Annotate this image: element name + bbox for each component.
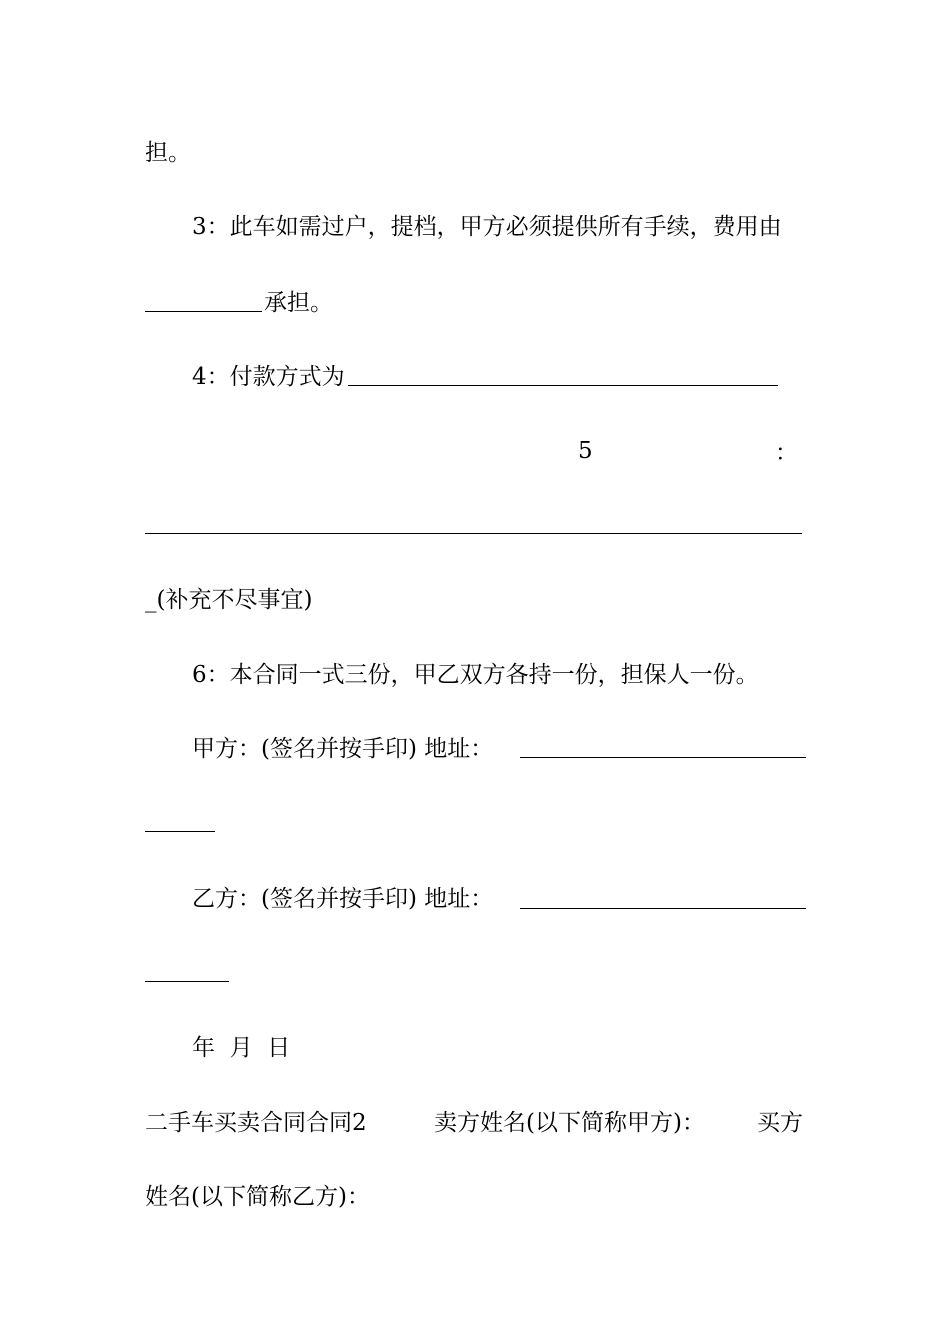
contract-2-title: 二手车买卖合同合同2 [145,1110,367,1136]
party-b-address-line [520,908,806,909]
clause-5-blank-line [145,533,802,534]
party-b-address-line-cont [145,981,229,982]
contract-2-buyer-label-start: 买方 [757,1110,803,1136]
clause-3-tail: 承担。 [264,290,333,316]
contract-2-buyer-label-end: 姓名(以下简称乙方)： [145,1184,370,1210]
contract-2-seller-label: 卖方姓名(以下简称甲方)： [434,1110,705,1136]
clause-2-tail: 担。 [145,140,191,166]
party-a-address-line [520,757,806,758]
clause-5-number: 5 [578,438,593,464]
party-b-text: 乙方：(签名并按手印) 地址： [192,886,494,912]
clause-3-blank-line [145,311,262,312]
clause-4-blank-line [348,385,778,386]
party-a-text: 甲方：(签名并按手印) 地址： [192,736,494,762]
clause-4-text: 4：付款方式为 [192,364,345,390]
clause-3-text: 3：此车如需过户，提档，甲方必须提供所有手续，费用由 [192,214,782,240]
party-a-address-line-cont [145,831,215,832]
clause-6-text: 6：本合同一式三份，甲乙双方各持一份，担保人一份。 [192,662,759,688]
clause-5-supplement: _(补充不尽事宜) [145,587,313,613]
clause-5-colon: ： [775,440,798,466]
date-line: 年 月 日 [192,1035,291,1061]
